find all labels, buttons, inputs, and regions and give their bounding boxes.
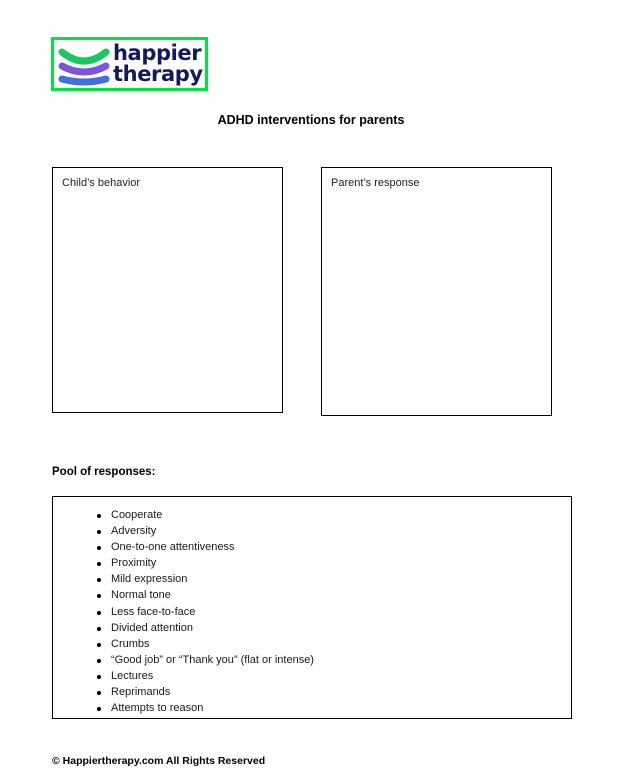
list-item: Reprimands — [97, 684, 571, 700]
list-item: Crumbs — [97, 636, 571, 652]
arc-purple-icon — [62, 66, 106, 72]
list-item: Normal tone — [97, 587, 571, 603]
logo-arcs-icon — [56, 40, 112, 88]
page-title: ADHD interventions for parents — [217, 113, 405, 127]
pool-list — [53, 497, 571, 716]
pool-heading: Pool of responses: — [52, 466, 156, 478]
pool-of-responses-box — [52, 496, 572, 719]
list-item: Proximity — [97, 555, 571, 571]
parent-response-box[interactable] — [321, 167, 552, 416]
child-behavior-box[interactable] — [52, 167, 283, 413]
parent-response-label: Parent’s response — [331, 177, 420, 189]
list-item: Less face-to-face — [97, 604, 571, 620]
logo-line-2: therapy — [113, 62, 203, 86]
brand-logo — [51, 37, 208, 91]
list-item: Adversity — [97, 523, 571, 539]
footer-copyright: © Happiertherapy.com All Rights Reserved — [52, 755, 266, 767]
list-item: Attempts to reason — [97, 700, 571, 716]
list-item: Mild expression — [97, 571, 571, 587]
list-item: Cooperate — [97, 507, 571, 523]
child-behavior-label: Child’s behavior — [62, 177, 141, 189]
logo-wordmark — [112, 43, 205, 84]
list-item: “Good job” or “Thank you” (flat or intense) — [97, 652, 571, 668]
list-item: Divided attention — [97, 620, 571, 636]
list-item: Lectures — [97, 668, 571, 684]
list-item: One-to-one attentiveness — [97, 539, 571, 555]
arc-blue-icon — [62, 79, 106, 82]
arc-green-icon — [62, 52, 106, 61]
logo-line-1: happier — [113, 41, 202, 66]
